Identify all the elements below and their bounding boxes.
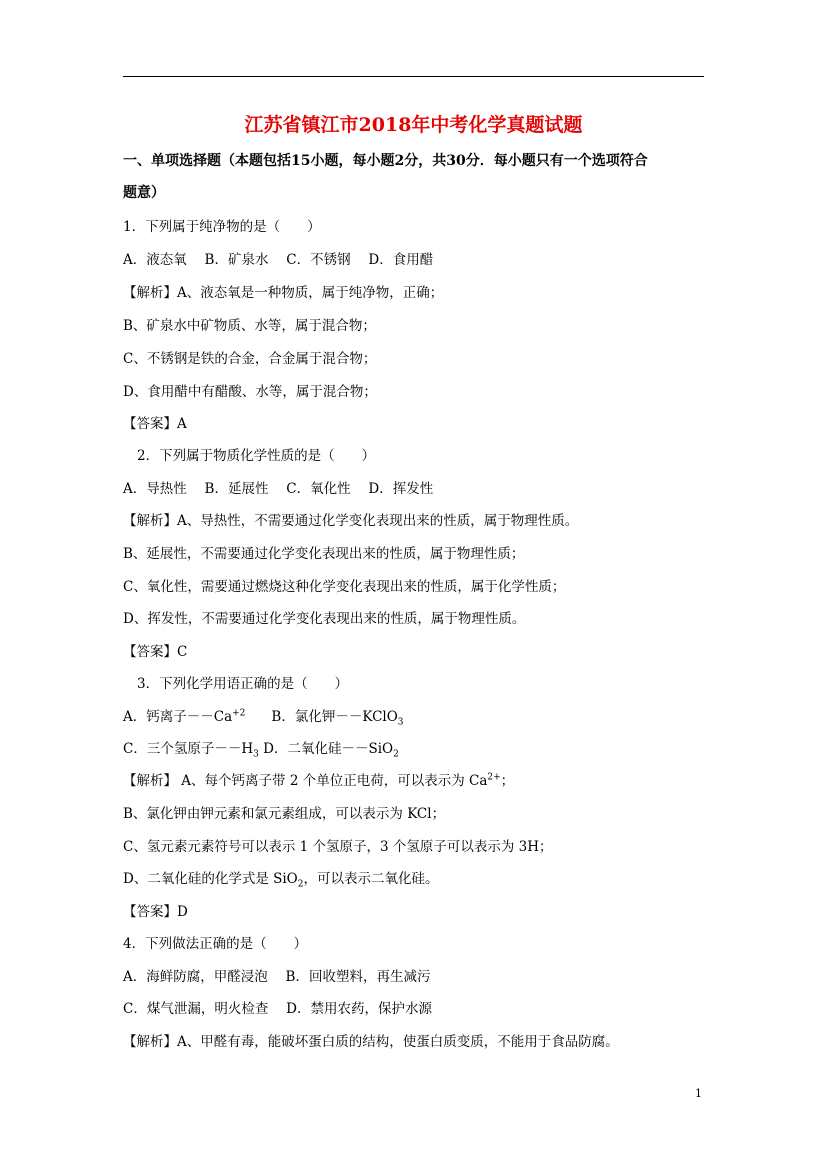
q4-stem: 4．下列做法正确的是（ ） <box>123 936 308 952</box>
q4-options-ab: A．海鲜防腐，甲醛浸泡 B．回收塑料，再生减污 <box>123 969 431 985</box>
header-rule <box>123 76 704 77</box>
page-title: 江苏省镇江市2018年中考化学真题试题 <box>244 114 583 136</box>
q1-answer: 【答案】A <box>123 416 187 432</box>
q3-answer: 【答案】D <box>123 904 188 920</box>
q3-options-ab <box>123 705 404 728</box>
q3-option-c: C．三个氢原子－－H <box>123 741 254 757</box>
section-heading-line1: 一、单项选择题（本题包括15小题，每小题2分，共30分．每小题只有一个选项符合 <box>123 153 648 169</box>
q2-answer: 【答案】C <box>123 644 188 660</box>
q3-analysis-d-text: D、二氧化硅的化学式是 SiO <box>123 871 298 887</box>
page-number: 1 <box>695 1087 702 1100</box>
q2-analysis-a: 【解析】A、导热性，不需要通过化学变化表现出来的性质，属于物理性质。 <box>123 513 579 529</box>
q2-analysis-b: B、延展性，不需要通过化学变化表现出来的性质，属于物理性质； <box>123 546 525 562</box>
q3-analysis-a <box>123 769 514 789</box>
q4-analysis-a: 【解析】A、甲醛有毒，能破坏蛋白质的结构，使蛋白质变质，不能用于食品防腐。 <box>123 1034 619 1050</box>
section-heading-line2: 题意） <box>123 185 165 201</box>
q1-stem: 1．下列属于纯净物的是（ ） <box>123 219 321 235</box>
q1-analysis-b: B、矿泉水中矿物质、水等，属于混合物； <box>123 318 376 334</box>
q3-stem: 3．下列化学用语正确的是（ ） <box>137 676 349 692</box>
q3-analysis-c: C、氢元素元素符号可以表示 1 个氢原子，3 个氢原子可以表示为 3H； <box>123 839 553 855</box>
q3-option-a: A．钙离子－－Ca <box>123 709 233 725</box>
q1-analysis-a: 【解析】A、液态氧是一种物质，属于纯净物，正确； <box>123 285 444 301</box>
q3-analysis-d-end: ，可以表示二氧化硅。 <box>303 871 439 887</box>
q1-options: A．液态氧 B．矿泉水 C．不锈钢 D．食用醋 <box>123 252 434 268</box>
q3-option-d-subscript: 2 <box>393 749 399 760</box>
q2-analysis-c: C、氧化性，需要通过燃烧这种化学变化表现出来的性质，属于化学性质； <box>123 579 566 595</box>
q3-option-b-subscript: 3 <box>397 717 404 728</box>
q3-analysis-a-charge: 2+ <box>487 772 501 783</box>
q1-analysis-d: D、食用醋中有醋酸、水等，属于混合物； <box>123 384 377 400</box>
q3-options-cd <box>123 737 399 760</box>
q3-option-a-charge: +2 <box>232 708 246 719</box>
q2-options: A．导热性 B．延展性 C．氧化性 D．挥发性 <box>123 481 434 497</box>
q3-analysis-a-end: ； <box>500 773 515 789</box>
q4-options-cd: C．煤气泄漏，明火检查 D．禁用农药，保护水源 <box>123 1001 432 1017</box>
q3-analysis-d <box>123 867 438 890</box>
q3-analysis-b: B、氯化钾由钾元素和氯元素组成，可以表示为 KCl； <box>123 806 446 822</box>
q3-option-b: B．氯化钾－－KClO <box>271 709 398 725</box>
q2-stem: 2．下列属于物质化学性质的是（ ） <box>137 448 376 464</box>
q2-analysis-d: D、挥发性，不需要通过化学变化表现出来的性质，属于物理性质。 <box>123 611 526 627</box>
q3-option-d: D．二氧化硅－－SiO <box>258 741 394 757</box>
q3-option-c-subscript: 3 <box>253 749 259 760</box>
q3-analysis-a-text: 【解析】 A、每个钙离子带 2 个单位正电荷，可以表示为 Ca <box>123 773 488 789</box>
q3-analysis-d-subscript: 2 <box>297 879 304 890</box>
q1-analysis-c: C、不锈钢是铁的合金，合金属于混合物； <box>123 351 377 367</box>
